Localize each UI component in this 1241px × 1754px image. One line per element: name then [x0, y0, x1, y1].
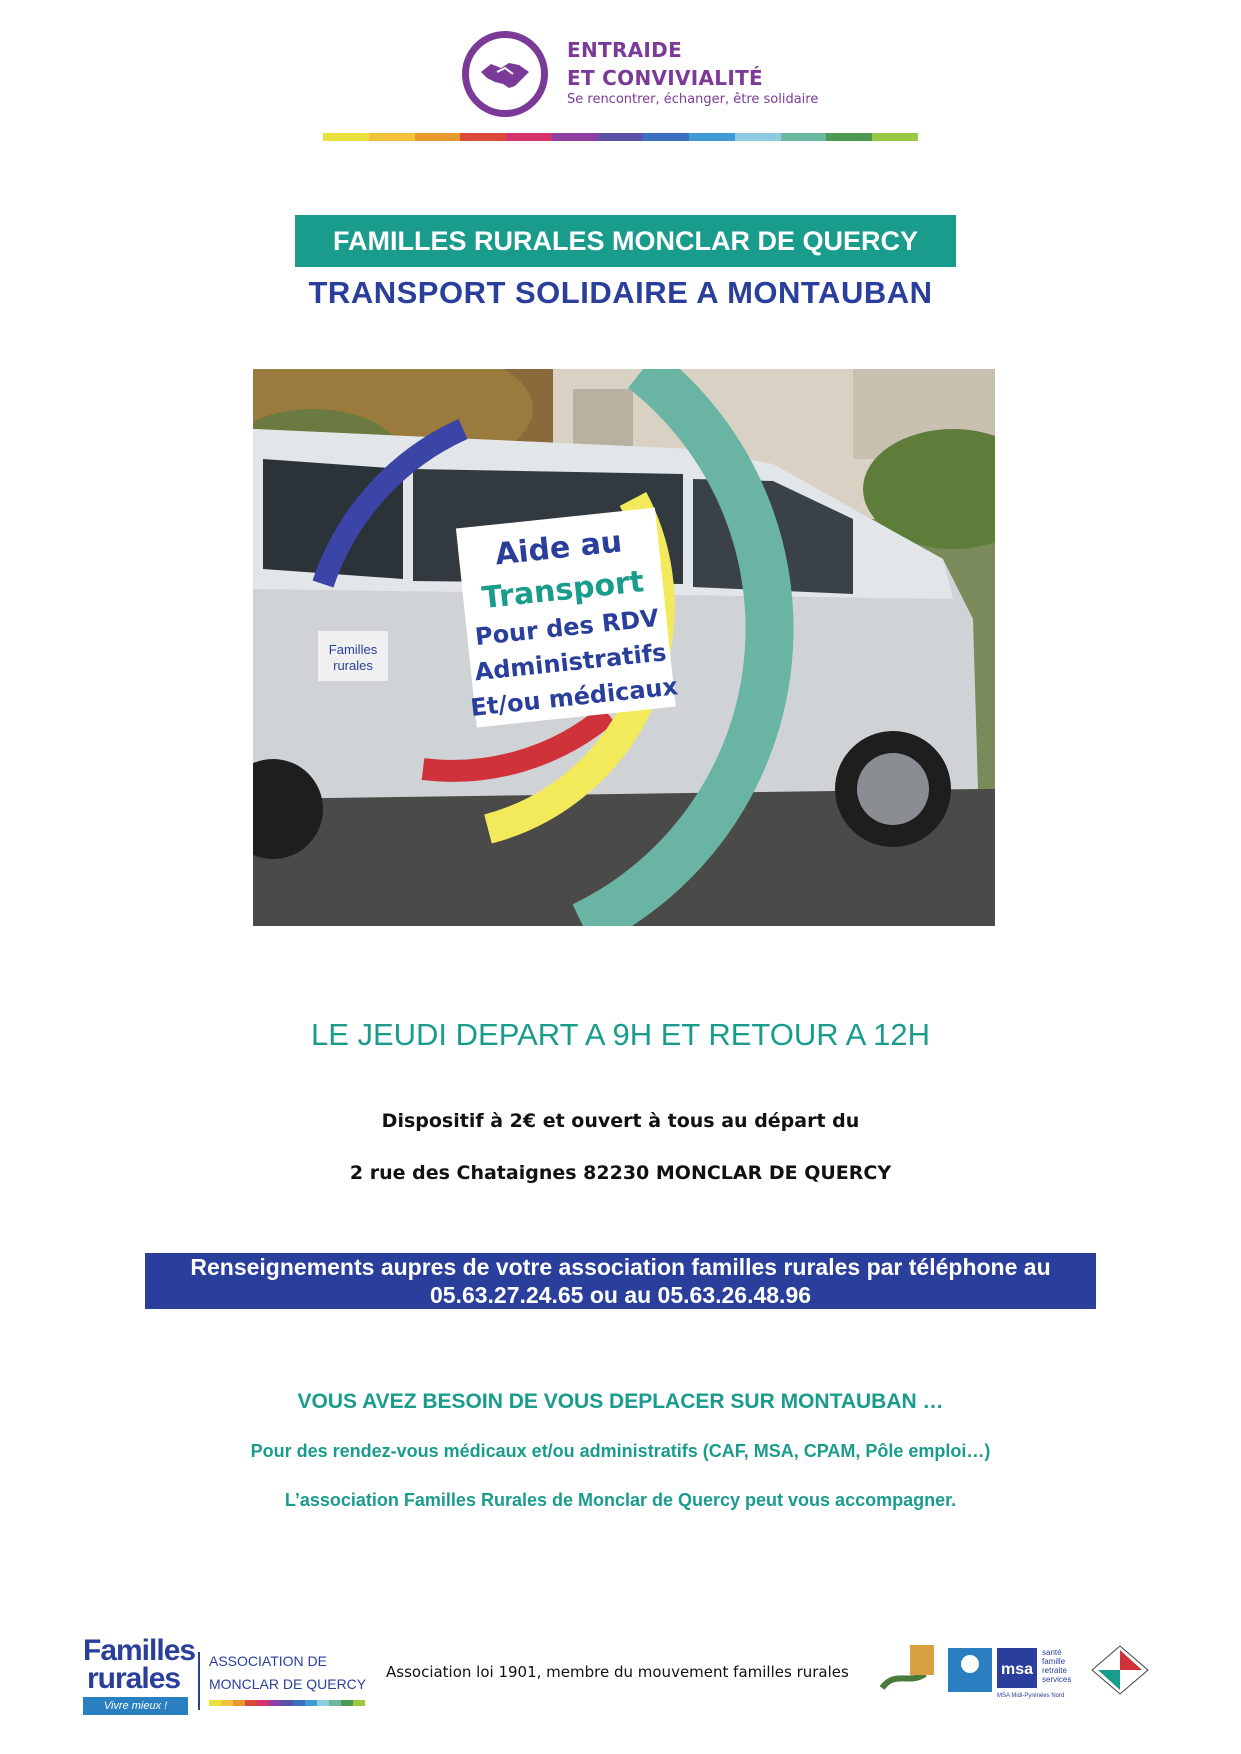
rainbow-divider: [323, 133, 918, 141]
quercy-logo: [1092, 1646, 1148, 1694]
footer-strip-segment: [209, 1700, 221, 1706]
footer-strip-segment: [341, 1700, 353, 1706]
question-closing: L’association Familles Rurales de Monclar de Quercy peut vous accompagner.: [284, 1490, 957, 1510]
question-headline: VOUS AVEZ BESOIN DE VOUS DEPLACER SUR MONTAUBAN …: [297, 1390, 944, 1413]
header-logo-circle: [462, 31, 548, 117]
rainbow-segment: [643, 133, 689, 141]
rainbow-segment: [323, 133, 369, 141]
header-title-line1: ENTRAIDE: [567, 38, 683, 62]
header-subtitle: Se rencontrer, échanger, être solidaire: [567, 92, 819, 107]
footer-assoc-line2: MONCLAR DE QUERCY: [209, 1676, 367, 1692]
footer-strip-segment: [281, 1700, 293, 1706]
footer-strip-segment: [233, 1700, 245, 1706]
msa-line1: santé: [1042, 1648, 1062, 1657]
svg-text:msa: msa: [1000, 1661, 1034, 1678]
footer-assoc-line1: ASSOCIATION DE: [209, 1653, 327, 1669]
sign-line5: Et/ou médicaux: [469, 672, 680, 722]
price-text: Dispositif à 2€ et ouvert à tous au départ du: [381, 1110, 860, 1132]
schedule-text: LE JEUDI DEPART A 9H ET RETOUR A 12H: [310, 1017, 931, 1052]
partner-logos: [880, 1640, 1160, 1700]
caf-logo: [948, 1648, 992, 1692]
rainbow-segment: [826, 133, 872, 141]
footer-logo-tagline: Vivre mieux !: [83, 1697, 188, 1715]
rainbow-segment: [781, 133, 827, 141]
rainbow-segment: [598, 133, 644, 141]
sign-line2: Transport: [480, 564, 646, 617]
msa-logo: [997, 1648, 1071, 1699]
footer-strip-segment: [257, 1700, 269, 1706]
question-detail: Pour des rendez-vous médicaux et/ou administratifs (CAF, MSA, CPAM, Pôle emploi…): [250, 1441, 991, 1461]
msa-line4: services: [1042, 1675, 1072, 1684]
partner-logo-1: [882, 1645, 934, 1688]
rainbow-segment: [872, 133, 918, 141]
info-line1: Renseignements aupres de votre association familles rurales par téléphone au: [190, 1254, 1051, 1280]
van-photo: [253, 369, 995, 926]
info-banner: [145, 1253, 1096, 1309]
aide-transport-sign: [452, 507, 681, 728]
rainbow-segment: [369, 133, 415, 141]
msa-caption: MSA Midi-Pyrénées Nord: [997, 1693, 1065, 1699]
rainbow-segment: [506, 133, 552, 141]
footer-strip-segment: [269, 1700, 281, 1706]
rainbow-segment: [415, 133, 461, 141]
footer-strip-segment: [329, 1700, 341, 1706]
footer-strip-segment: [317, 1700, 329, 1706]
org-title: FAMILLES RURALES MONCLAR DE QUERCY: [332, 226, 918, 256]
footer-color-strip: [209, 1700, 365, 1706]
msa-line2: famille: [1042, 1657, 1066, 1666]
footer-separator: [198, 1652, 200, 1710]
sign-line3: Pour des RDV: [473, 603, 661, 652]
rainbow-segment: [552, 133, 598, 141]
footer-strip-segment: [245, 1700, 257, 1706]
rainbow-segment: [735, 133, 781, 141]
info-phone-numbers: 05.63.27.24.65 ou au 05.63.26.48.96: [429, 1282, 812, 1308]
van-logo-line2: rurales: [333, 658, 373, 673]
footer-logo-line1: Familles: [83, 1634, 196, 1667]
header-title-line2: ET CONVIVIALITÉ: [567, 66, 763, 90]
msa-line3: retraite: [1042, 1666, 1067, 1675]
sign-line1: Aide au: [493, 524, 624, 573]
handshake-icon: [469, 38, 541, 110]
footer-note: Association loi 1901, membre du mouvement familles rurales: [386, 1663, 849, 1681]
footer-strip-segment: [353, 1700, 365, 1706]
address-text: 2 rue des Chataignes 82230 MONCLAR DE QUERCY: [349, 1162, 892, 1184]
footer-logo-line2: rurales: [87, 1662, 181, 1695]
rainbow-segment: [460, 133, 506, 141]
main-title: TRANSPORT SOLIDAIRE A MONTAUBAN: [308, 275, 933, 310]
footer-strip-segment: [221, 1700, 233, 1706]
footer-strip-segment: [293, 1700, 305, 1706]
sign-line4: Administratifs: [473, 638, 668, 687]
rainbow-segment: [689, 133, 735, 141]
footer-strip-segment: [305, 1700, 317, 1706]
van-logo-line1: Familles: [328, 642, 378, 657]
